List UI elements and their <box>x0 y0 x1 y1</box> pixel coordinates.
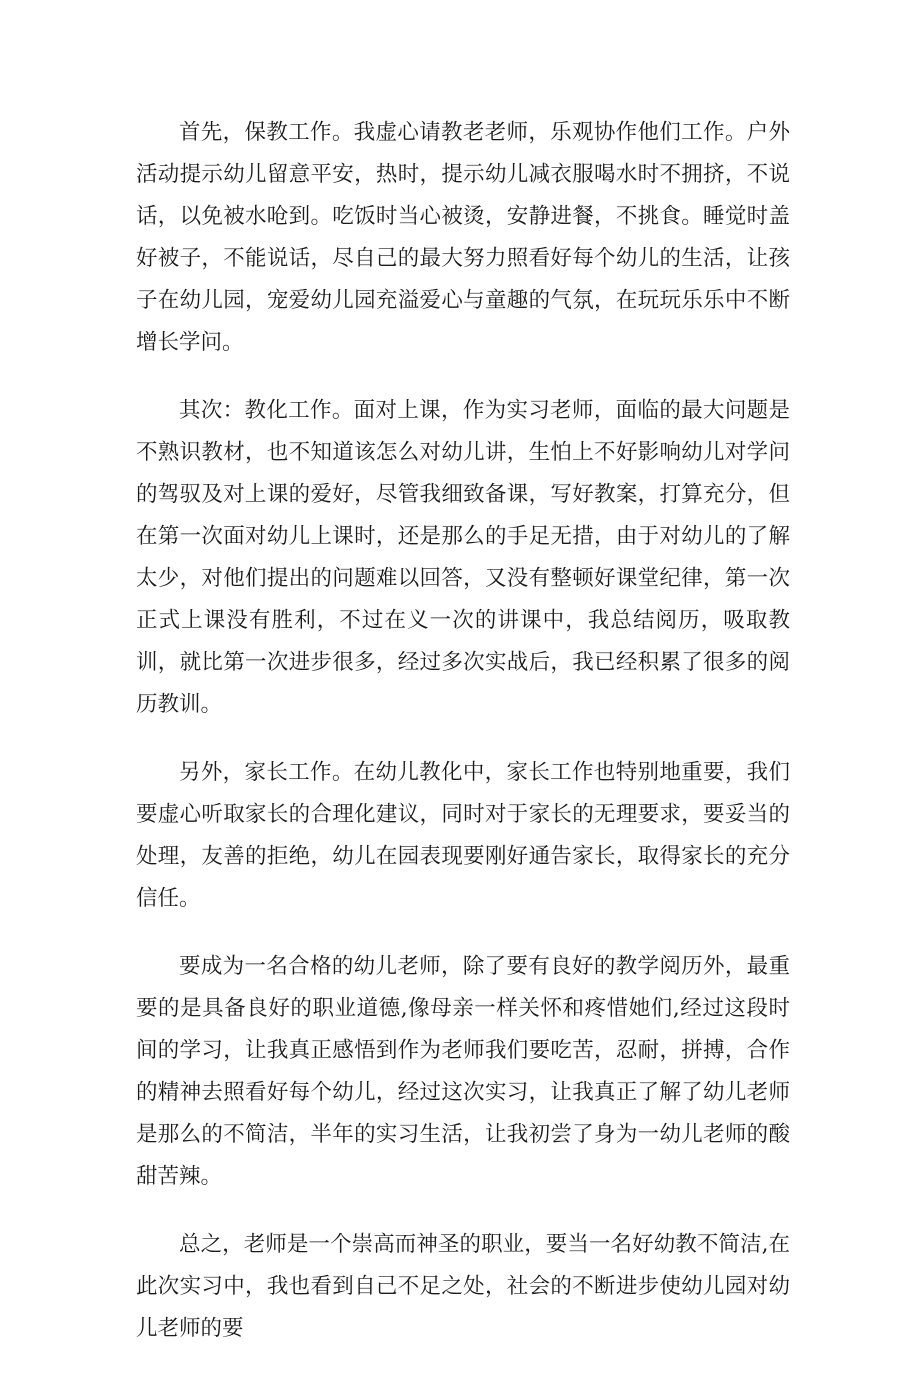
paragraph-conclusion: 总之，老师是一个崇高而神圣的职业，要当一名好幼教不简洁,在此次实习中，我也看到自己不足之处，社会的不断进步使幼儿园对幼儿老师的要 <box>136 1232 790 1341</box>
paragraph-qualified-teacher: 要成为一名合格的幼儿老师，除了要有良好的教学阅历外，最重要的是具备良好的职业道德,像母亲一样关怀和疼惜她们,经过这段时间的学习，让我真正感悟到作为老师我们要吃苦，忍耐，拼搏，合作的精神去照看好每个幼儿，经过这次实习，让我真正了解了幼儿老师是那么的不简洁，半年的实习生活，让我初尝了身为一幼儿老师的酸甜苦辣。 <box>136 954 790 1189</box>
paragraph-parent-work: 另外，家长工作。在幼儿教化中，家长工作也特别地重要，我们要虚心听取家长的合理化建议，同时对于家长的无理要求，要妥当的处理，友善的拒绝，幼儿在园表现要刚好通告家长，取得家长的充分信任。 <box>136 760 790 911</box>
paragraph-teaching-work: 其次：教化工作。面对上课，作为实习老师，面临的最大问题是不熟识教材，也不知道该怎么对幼儿讲，生怕上不好影响幼儿对学问的驾驭及对上课的爱好，尽管我细致备课，写好教案，打算充分，但在第一次面对幼儿上课时，还是那么的手足无措，由于对幼儿的了解太少，对他们提出的问题难以回答，又没有整顿好课堂纪律，第一次正式上课没有胜利，不过在义一次的讲课中，我总结阅历，吸取教训，就比第一次进步很多，经过多次实战后，我已经积累了很多的阅历教训。 <box>136 398 790 717</box>
paragraph-childcare-work: 首先，保教工作。我虚心请教老老师，乐观协作他们工作。户外活动提示幼儿留意平安，热时，提示幼儿减衣服喝水时不拥挤，不说话，以免被水呛到。吃饭时当心被烫，安静进餐，不挑食。睡觉时盖好被子，不能说话，尽自己的最大努力照看好每个幼儿的生活，让孩子在幼儿园，宠爱幼儿园充溢爱心与童趣的气氛，在玩玩乐乐中不断增长学问。 <box>136 120 790 355</box>
document-body <box>136 112 790 1376</box>
